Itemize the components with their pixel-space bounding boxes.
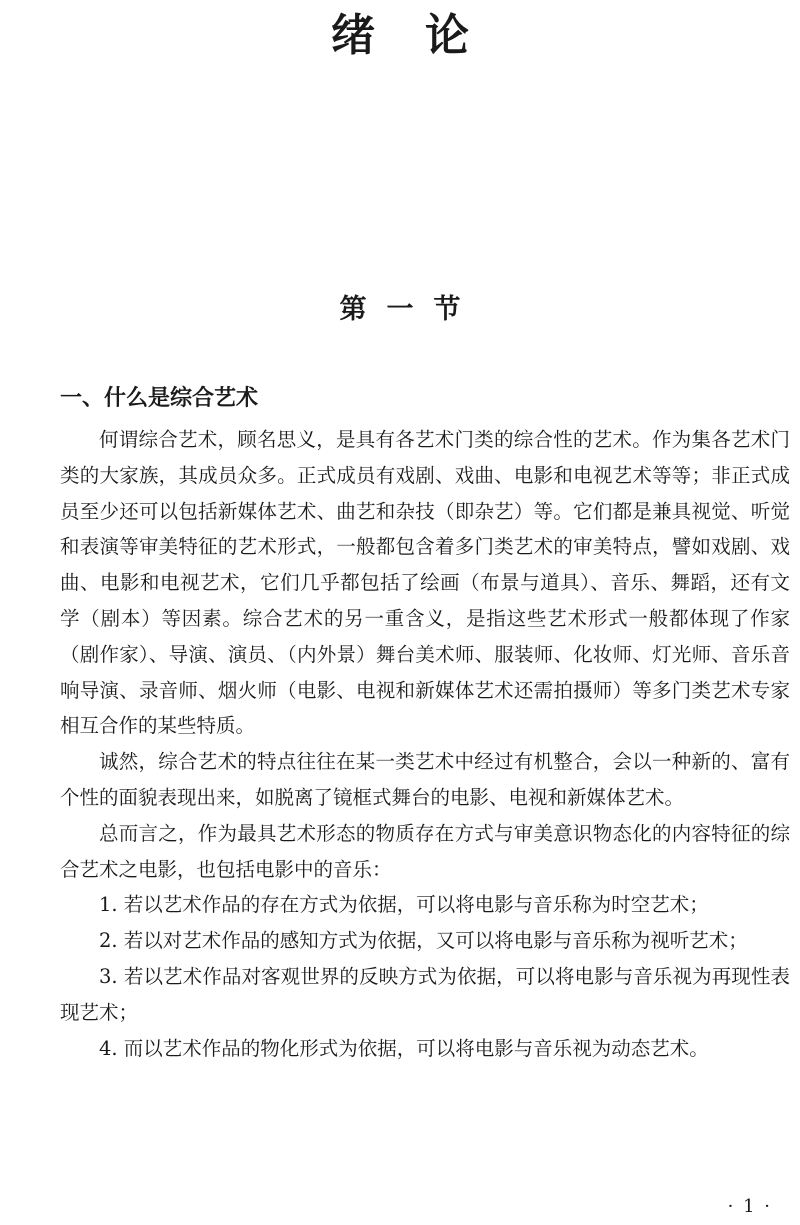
list-item-2: 2. 若以对艺术作品的感知方式为依据，又可以将电影与音乐称为视听艺术； [99,929,748,953]
paragraph-intro: 何谓综合艺术，顾名思义，是具有各艺术门类的综合性的艺术。作为集各艺术门类的大家族，其成员众多。正式成员有戏剧、戏曲、电影和电视艺术等等；非正式成员至少还可以包括新媒体艺术、曲艺和杂技（即杂艺）等。它们都是兼具视觉、听觉和表演等审美特征的艺术形式，一般都包含着多门类艺术的审美特点，譬如戏剧、戏曲、电影和电视艺术，它们几乎都包括了绘画（布景与道具）、音乐、舞蹈，还有文学（剧本）等因素。综合艺术的另一重含义，是指这些艺术形式一般都体现了作家（剧作家）、导演、演员、（内外景）舞台美术师、服装师、化妆师、灯光师、音乐音响导演、录音师、烟火师（电影、电视和新媒体艺术还需拍摄师）等多门类艺术专家相互合作的某些特质。 [60,428,790,738]
page-number: · 1 · [727,1196,772,1217]
list-item-1: 1. 若以艺术作品的存在方式为依据，可以将电影与音乐称为时空艺术； [99,893,709,917]
chapter-title: 绪论 [331,10,519,61]
list-item-3: 3. 若以艺术作品对客观世界的反映方式为依据，可以将电影与音乐视为再现性表现艺术； [60,964,790,1024]
paragraph-integration: 诚然，综合艺术的特点往往在某一类艺术中经过有机整合，会以一种新的、富有个性的面貌表现出来，如脱离了镜框式舞台的电影、电视和新媒体艺术。 [60,750,790,809]
paragraph-summary: 总而言之，作为最具艺术形态的物质存在方式与审美意识物态化的内容特征的综合艺术之电影，也包括电影中的音乐： [60,821,790,881]
section-title: 第一节 [339,294,481,325]
body-text [60,422,790,1066]
list-item-4: 4. 而以艺术作品的物化形式为依据，可以将电影与音乐视为动态艺术。 [99,1036,709,1060]
subsection-title: 一、什么是综合艺术 [60,386,259,411]
